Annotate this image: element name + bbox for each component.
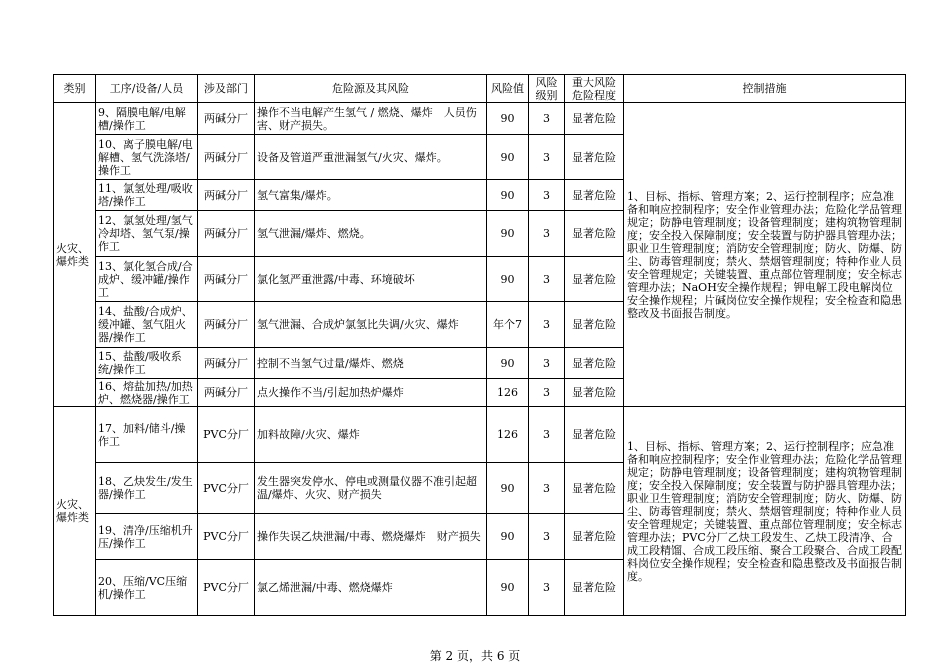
hazard-cell: 氢气泄漏、合成炉氯氢比失调/火灾、爆炸: [255, 302, 487, 348]
value-cell: 90: [487, 463, 529, 514]
value-cell: 90: [487, 180, 529, 211]
header-value: 风险值: [487, 75, 529, 103]
dept-cell: 两碱分厂: [198, 103, 255, 135]
header-dept: 涉及部门: [198, 75, 255, 103]
level-cell: 3: [529, 135, 565, 180]
table-row: [54, 407, 906, 463]
hazard-cell: 控制不当氢气过量/爆炸、燃烧: [255, 348, 487, 379]
header-row: [54, 75, 906, 103]
dept-cell: 两碱分厂: [198, 180, 255, 211]
process-cell: 16、熔盐加热/加热炉、燃烧器/操作工: [96, 379, 198, 407]
dept-cell: 两碱分厂: [198, 211, 255, 257]
value-cell: 126: [487, 407, 529, 463]
hazard-cell: 发生器突发停水、停电或测量仪器不准引起超温/爆炸、火灾、财产损失: [255, 463, 487, 514]
category-cell: 火灾、爆炸类: [54, 103, 96, 407]
hazard-cell: 氯乙烯泄漏/中毒、燃烧爆炸: [255, 560, 487, 616]
dept-cell: 两碱分厂: [198, 379, 255, 407]
degree-cell: 显著危险: [565, 103, 624, 135]
hazard-cell: 氢气泄漏/爆炸、燃烧。: [255, 211, 487, 257]
process-cell: 20、压缩/VC压缩机/操作工: [96, 560, 198, 616]
level-cell: 3: [529, 211, 565, 257]
hazard-cell: 点火操作不当/引起加热炉爆炸: [255, 379, 487, 407]
level-cell: 3: [529, 514, 565, 560]
process-cell: 19、清净/压缩机升压/操作工: [96, 514, 198, 560]
value-cell: 90: [487, 103, 529, 135]
level-cell: 3: [529, 348, 565, 379]
header-degree: 重大风险危险程度: [565, 75, 624, 103]
degree-cell: 显著危险: [565, 379, 624, 407]
process-cell: 11、氯氢处理/吸收塔/操作工: [96, 180, 198, 211]
value-cell: 90: [487, 135, 529, 180]
level-cell: 3: [529, 302, 565, 348]
control-measures-cell: 1、目标、指标、管理方案；2、运行控制程序；应急准备和响应控制程序；安全作业管理办法；危险化学品管理规定；防静电管理制度；设备管理制度；建构筑物管理制度；安全投入保障制度；安全装置与防护器具管理办法；职业卫生管理制度；消防安全管理制度；防火、防爆、防尘、防毒管理制度；禁火、禁烟管理制度；特种作业人员安全管理规定；关键装置、重点部位管理制度；安全标志管理办法；PVC分厂乙炔工段发生、乙炔工段清净、合成工段精馏、合成工段压缩、聚合工段聚合、合成工段配料岗位安全操作规程；安全检查和隐患整改及书面报告制度。: [624, 407, 906, 616]
degree-cell: 显著危险: [565, 348, 624, 379]
control-measures-cell: 1、目标、指标、管理方案；2、运行控制程序；应急准备和响应控制程序；安全作业管理办法；危险化学品管理规定；防静电管理制度；设备管理制度；建构筑物管理制度；安全投入保障制度；安全装置与防护器具管理办法；职业卫生管理制度；消防安全管理制度；防火、防爆、防尘、防毒管理制度；禁火、禁烟管理制度；特种作业人员安全管理规定；关键装置、重点部位管理制度；安全标志管理办法；NaOH安全操作规程；钾电解工段电解岗位安全操作规程；片碱岗位安全操作规程；安全检查和隐患整改及书面报告制度。: [624, 103, 906, 407]
level-cell: 3: [529, 463, 565, 514]
page-number: 第 2 页，共 6 页: [429, 649, 521, 663]
level-cell: 3: [529, 407, 565, 463]
value-cell: 90: [487, 348, 529, 379]
process-cell: 9、隔膜电解/电解槽/操作工: [96, 103, 198, 135]
degree-cell: 显著危险: [565, 407, 624, 463]
hazard-cell: 操作不当电解产生氢气 / 燃烧、爆炸 人员伤害、财产损失。: [255, 103, 487, 135]
process-cell: 13、氯化氢合成/合成炉、缓冲罐/操作工: [96, 257, 198, 302]
level-cell: 3: [529, 560, 565, 616]
process-cell: 18、乙炔发生/发生器/操作工: [96, 463, 198, 514]
header-process: 工序/设备/人员: [96, 75, 198, 103]
dept-cell: 两碱分厂: [198, 302, 255, 348]
process-cell: 12、氯氢处理/氢气冷却塔、氢气泵/操作工: [96, 211, 198, 257]
value-cell: 90: [487, 514, 529, 560]
level-cell: 3: [529, 257, 565, 302]
dept-cell: 两碱分厂: [198, 257, 255, 302]
hazard-cell: 氯化氢严重泄露/中毒、环境破坏: [255, 257, 487, 302]
hazard-cell: 操作失误乙炔泄漏/中毒、燃烧爆炸 财产损失: [255, 514, 487, 560]
level-cell: 3: [529, 103, 565, 135]
category-cell: 火灾、爆炸类: [54, 407, 96, 616]
dept-cell: 两碱分厂: [198, 348, 255, 379]
value-cell: 90: [487, 257, 529, 302]
header-category: 类别: [54, 75, 96, 103]
dept-cell: PVC分厂: [198, 463, 255, 514]
header-control: 控制措施: [624, 75, 906, 103]
value-cell: 126: [487, 379, 529, 407]
header-hazard: 危险源及其风险: [255, 75, 487, 103]
risk-table: [53, 74, 906, 616]
hazard-cell: 加料故障/火灾、爆炸: [255, 407, 487, 463]
degree-cell: 显著危险: [565, 257, 624, 302]
degree-cell: 显著危险: [565, 560, 624, 616]
dept-cell: PVC分厂: [198, 514, 255, 560]
dept-cell: PVC分厂: [198, 407, 255, 463]
value-cell: 90: [487, 560, 529, 616]
table-row: [54, 103, 906, 135]
process-cell: 14、盐酸/合成炉、缓冲罐、氢气阻火器/操作工: [96, 302, 198, 348]
degree-cell: 显著危险: [565, 463, 624, 514]
process-cell: 17、加料/储斗/操作工: [96, 407, 198, 463]
header-level: 风险级别: [529, 75, 565, 103]
degree-cell: 显著危险: [565, 514, 624, 560]
level-cell: 3: [529, 180, 565, 211]
degree-cell: 显著危险: [565, 211, 624, 257]
dept-cell: 两碱分厂: [198, 135, 255, 180]
value-cell: 年个7: [487, 302, 529, 348]
hazard-cell: 氢气富集/爆炸。: [255, 180, 487, 211]
level-cell: 3: [529, 379, 565, 407]
process-cell: 15、盐酸/吸收系统/操作工: [96, 348, 198, 379]
dept-cell: PVC分厂: [198, 560, 255, 616]
degree-cell: 显著危险: [565, 180, 624, 211]
degree-cell: 显著危险: [565, 135, 624, 180]
hazard-cell: 设备及管道严重泄漏氢气/火灾、爆炸。: [255, 135, 487, 180]
process-cell: 10、离子膜电解/电解槽、氢气洗涤塔/操作工: [96, 135, 198, 180]
value-cell: 90: [487, 211, 529, 257]
degree-cell: 显著危险: [565, 302, 624, 348]
